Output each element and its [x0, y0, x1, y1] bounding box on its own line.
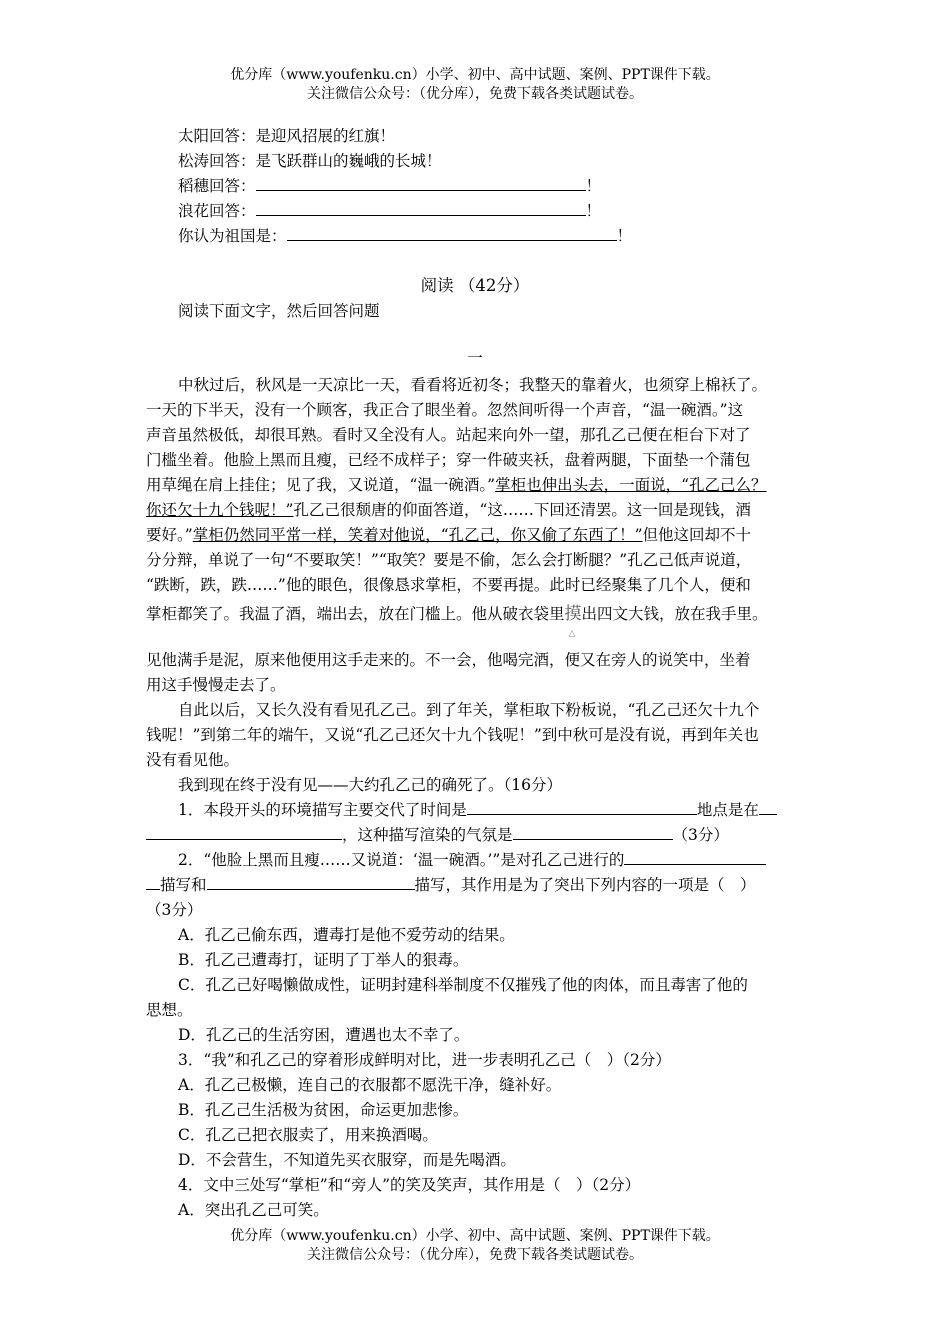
q3-option-d: D．不会营生，不知道先买衣服穿，而是先喝酒。: [178, 1151, 516, 1169]
passage-line: 中秋过后，秋风是一天凉比一天，看看将近初冬；我整天的靠着火，也须穿上棉袄了。: [178, 376, 768, 394]
passage-line: 声音虽然极低，却很耳熟。看时又全没有人。站起来向外一望，那孔乙己便在柜台下对了: [146, 426, 751, 444]
page-footer: [0, 1227, 950, 1265]
passage-text: 用草绳在肩上挂住；见了我，又说道，“温一碗酒。”: [146, 476, 496, 494]
q1-place-blank[interactable]: [759, 799, 777, 815]
passage-line: 门槛坐着。他脸上黑而且瘦，已经不成样子；穿一件破夹袄，盘着两腿，下面垫一个蒲包: [146, 451, 751, 469]
passage-line: 没有看见他。: [146, 751, 240, 769]
passage-line: 用这手慢慢走去了。: [146, 676, 286, 694]
question-1-line-2: ，这种描写渲染的气氛是 （3分）: [146, 823, 818, 847]
poem-rice-line: [178, 174, 850, 198]
rice-answer-blank[interactable]: [256, 175, 586, 191]
passage-line: 一天的下半天，没有一个顾客，我正合了眼坐着。忽然间听得一个声音，“温一碗酒。”这: [146, 401, 744, 419]
poem-wave-line: [178, 199, 850, 223]
reading-instruction: 阅读下面文字，然后回答问题: [178, 302, 380, 320]
passage-line: [146, 498, 818, 522]
q2-option-d: D．孔乙己的生活穷困，遭遇也太不幸了。: [178, 1026, 470, 1044]
wave-excl: ！: [585, 202, 602, 220]
you-excl: ！: [616, 227, 633, 245]
q3-option-a: A．孔乙己极懒，连自己的衣服都不愿洗干净，缝补好。: [178, 1076, 562, 1094]
passage-text: 要好。”: [146, 526, 193, 544]
passage-text: 出四文大钱，放在我手里。: [581, 605, 768, 623]
underlined-text: 掌柜仍然同平常一样，笑着对他说，“孔乙己，你又偷了东西了！”: [192, 526, 643, 544]
passage-line: [146, 473, 818, 497]
q1-place-blank-cont[interactable]: [146, 824, 342, 840]
passage-line: 分分辩，单说了一句“不要取笑！”“取笑？要是不偷，怎么会打断腿？”孔乙己低声说道，: [146, 551, 752, 569]
passage-line: 见他满手是泥，原来他便用这手走来的。不一会，他喝完酒，便又在旁人的说笑中，坐着: [146, 651, 751, 669]
q2-option-c: C．孔乙己好喝懒做成性，证明封建科举制度不仅摧残了他的肉体，而且毒害了他的: [178, 976, 748, 994]
underlined-text: 掌柜也伸出头去，一面说，“孔乙己么？: [495, 476, 767, 494]
you-answer-blank[interactable]: [287, 225, 617, 241]
emphasized-char: 摸 △: [565, 602, 582, 626]
header-line-2: 关注微信公众号：（优分库），免费下载各类试题试卷。: [307, 86, 643, 102]
question-2-points: （3分）: [146, 901, 203, 919]
section-number: 一: [467, 349, 483, 367]
passage-text: 但他这回却不十: [642, 526, 752, 544]
wave-label: 浪花回答：: [178, 202, 256, 220]
passage-line: 自此以后，又长久没有看见孔乙己。到了年关，掌柜取下粉板说，“孔乙己还欠十九个: [178, 701, 760, 719]
poem-pine-line: 松涛回答：是飞跃群山的巍峨的长城！: [178, 152, 442, 170]
passage-text: 孔乙己很颓唐的仰面答道，“这……下回还清罢。这一回是现钱，酒: [293, 501, 751, 519]
question-2-line-2: 描写和 描写，其作用是为了突出下列内容的一项是（ ）: [146, 873, 818, 897]
footer-line-1: 优分库（www.youfenku.cn）小学、初中、高中试题、案例、PPT课件下载。: [230, 1228, 720, 1244]
you-label: 你认为祖国是：: [178, 227, 287, 245]
q2-blank-1[interactable]: [624, 849, 766, 865]
rice-label: 稻穗回答：: [178, 177, 256, 195]
passage-line: 钱呢！”到第二年的端午，又说“孔乙己还欠十九个钱呢！”到中秋可是没有说，再到年关也: [146, 726, 759, 744]
poem-you-line: [178, 224, 850, 248]
reading-title: 阅读 （42分）: [420, 276, 530, 295]
q3-option-b: B．孔乙己生活极为贫困，命运更加悲惨。: [178, 1101, 469, 1119]
passage-text: 掌柜都笑了。我温了酒，端出去，放在门槛上。他从破衣袋里: [146, 605, 565, 623]
poem-sun-line: 太阳回答：是迎风招展的红旗！: [178, 127, 396, 145]
q2-option-c-cont: 思想。: [146, 1001, 193, 1019]
q1-mood-blank[interactable]: [513, 824, 673, 840]
underlined-text: 你还欠十九个钱呢！”: [146, 501, 294, 519]
rice-excl: ！: [585, 177, 602, 195]
page-header: [0, 66, 950, 104]
q3-option-c: C．孔乙己把衣服卖了，用来换酒喝。: [178, 1126, 438, 1144]
question-1-line: 1．本段开头的环境描写主要交代了时间是 地点是在: [178, 798, 850, 822]
passage-line: “跌断，跌，跌……”他的眼色，很像恳求掌柜，不要再提。此时已经聚集了几个人，便和: [146, 576, 751, 594]
header-line-1: 优分库（www.youfenku.cn）小学、初中、高中试题、案例、PPT课件下载。: [230, 67, 720, 83]
passage-line: [146, 602, 818, 639]
q2-blank-1-cont[interactable]: [146, 874, 160, 890]
question-3-line: 3．“我”和孔乙己的穿着形成鲜明对比，进一步表明孔乙己（ ）（2分）: [178, 1051, 671, 1069]
q2-blank-2[interactable]: [207, 874, 415, 890]
question-4-line: 4．文中三处写“掌柜”和“旁人”的笑及笑声，其作用是（ ）（2分）: [178, 1176, 641, 1194]
passage-line: 我到现在终于没有见——大约孔乙己的确死了。（16分）: [178, 776, 562, 794]
q4-option-a: A．突出孔乙己可笑。: [178, 1201, 329, 1219]
wave-answer-blank[interactable]: [256, 200, 586, 216]
question-2-line: 2．“他脸上黑而且瘦……又说道：‘温一碗酒。’”是对孔乙己进行的: [178, 848, 850, 872]
q1-time-blank[interactable]: [467, 799, 697, 815]
emphasis-dot-icon: △: [568, 629, 576, 639]
q2-option-a: A．孔乙己偷东西，遭毒打是他不爱劳动的结果。: [178, 926, 515, 944]
q2-option-b: B．孔乙己遭毒打，证明了丁举人的狠毒。: [178, 951, 469, 969]
footer-line-2: 关注微信公众号：（优分库），免费下载各类试题试卷。: [307, 1247, 643, 1263]
passage-line: [146, 523, 818, 547]
